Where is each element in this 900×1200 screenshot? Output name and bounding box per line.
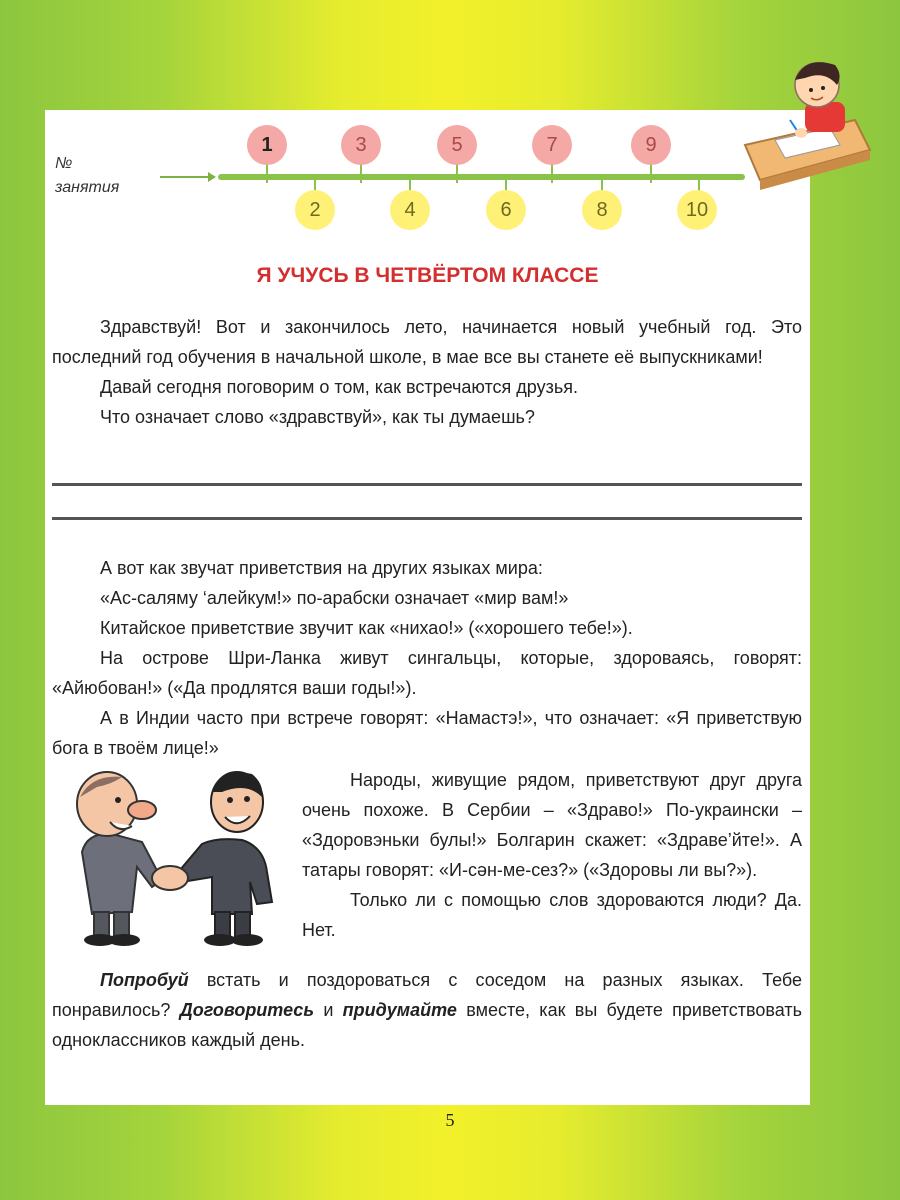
answer-line-1	[52, 483, 802, 486]
intro-paragraph-1: Здравствуй! Вот и закончилось лето, начинается новый учебный год. Это последний год обучения в начальной школе, в мае все вы станете её выпускниками!	[52, 317, 802, 367]
scale-tick	[551, 163, 553, 183]
lesson-circle-6: 6	[486, 190, 526, 230]
greetings-paragraph-1: А вот как звучат приветствия на других языках мира:	[100, 558, 543, 578]
lesson-circle-5: 5	[437, 125, 477, 165]
try-word: Попробуй	[100, 970, 189, 990]
lesson-circle-4: 4	[390, 190, 430, 230]
side-paragraph-2: Только ли с помощью слов здороваются люди? Да. Нет.	[302, 890, 802, 940]
lesson-label-symbol: №	[55, 155, 73, 172]
intro-paragraph-3: Что означает слово «здравствуй», как ты думаешь?	[100, 407, 535, 427]
scale-tick	[456, 163, 458, 183]
lesson-circle-8: 8	[582, 190, 622, 230]
lesson-circle-10: 10	[677, 190, 717, 230]
invent-word: придумайте	[342, 1000, 457, 1020]
lesson-circle-9: 9	[631, 125, 671, 165]
lesson-arrow	[160, 176, 210, 178]
greetings-paragraph-4: На острове Шри-Ланка живут сингальцы, которые, здороваясь, говорят: «Айюбован!» («Да продлятся ваши годы!»).	[52, 648, 802, 698]
lesson-scale-line	[218, 174, 745, 180]
lesson-circle-7: 7	[532, 125, 572, 165]
final-text	[52, 965, 802, 1055]
final-part-1: встать и поздороваться с соседом на разных языках. Тебе понравилось?	[52, 970, 802, 1020]
final-part-2: и	[314, 1000, 343, 1020]
handshake-illustration	[52, 762, 297, 952]
greetings-text	[52, 553, 802, 763]
boy-writing-illustration	[735, 40, 875, 190]
lesson-circle-2: 2	[295, 190, 335, 230]
greetings-paragraph-5: А в Индии часто при встрече говорят: «Намастэ!», что означает: «Я приветствую бога в твоём лице!»	[52, 708, 802, 758]
side-text	[302, 765, 802, 945]
intro-text	[52, 312, 802, 432]
lesson-circle-3: 3	[341, 125, 381, 165]
page-title: Я УЧУСЬ В ЧЕТВЁРТОМ КЛАССЕ	[256, 264, 599, 287]
agree-word: Договоритесь	[179, 1000, 315, 1020]
scale-tick	[360, 163, 362, 183]
scale-tick	[650, 163, 652, 183]
final-part-3: вместе, как вы будете приветствовать одноклассников каждый день.	[52, 1000, 802, 1050]
lesson-circle-1: 1	[247, 125, 287, 165]
greetings-paragraph-2: «Ас-саляму ‘алейкум!» по-арабски означает «мир вам!»	[100, 588, 569, 608]
final-paragraph	[52, 965, 802, 1055]
scale-tick	[266, 163, 268, 183]
intro-paragraph-2: Давай сегодня поговорим о том, как встречаются друзья.	[100, 377, 578, 397]
page-number: 5	[445, 1110, 455, 1130]
lesson-label-word: занятия	[55, 179, 120, 196]
lesson-number-label	[55, 152, 155, 200]
side-paragraph-1: Народы, живущие рядом, приветствуют друг друга очень похоже. В Сербии – «Здраво!» По-украински – «Здоровэньки булы!» Болгарин скажет: «Здраве’йте!». А татары говорят: «И-сән-ме-сез?» («Здоровы ли вы?»).	[302, 770, 802, 880]
greetings-paragraph-3: Китайское приветствие звучит как «нихао!» («хорошего тебе!»).	[100, 618, 633, 638]
answer-line-2	[52, 517, 802, 520]
